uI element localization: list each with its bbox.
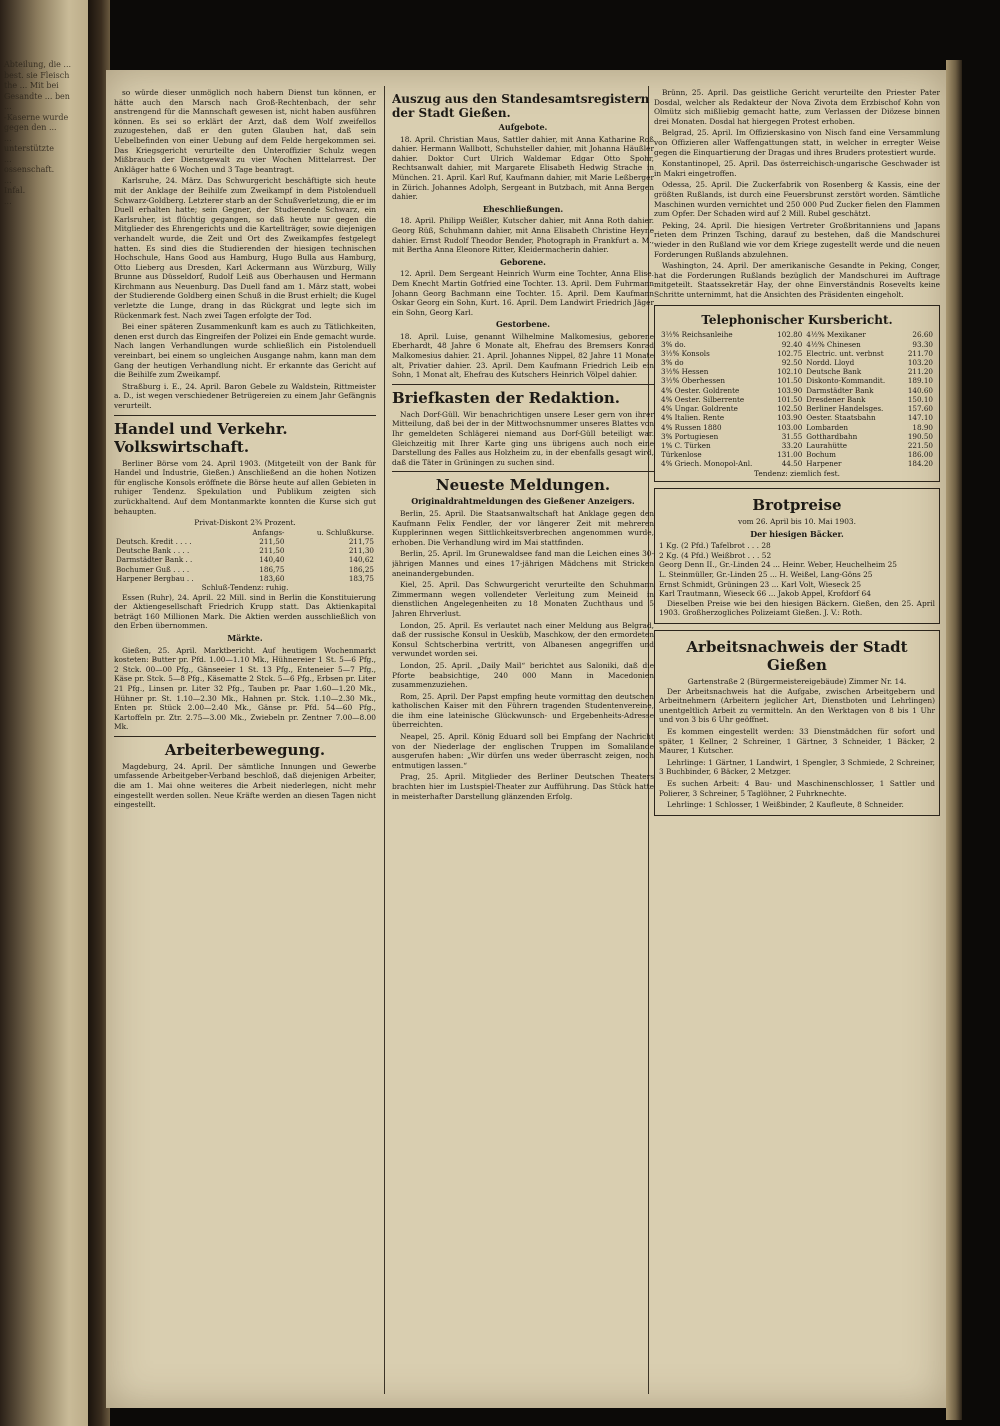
article-paragraph: so würde dieser unmöglich noch habern Dienst tun können, er hätte auch den Marsch nach Groß-Rechtenbach, der sehr anstrengend für die Mannschaft gewesen ist, nicht haben ausführen können. Es sei so erklärt der Arzt, daß dem Wolf zweifellos zuzugestehen, daß er den guten Glauben hat, daß sein Uebelbefinden von einer Uebung auf dem Felde hergekommen sei. Das Kriegsgericht verurteilte den Unteroffizier Schulz wegen Mißbrauch der Dienstgewalt zu vier Wochen Mittelarrest. Der Ankläger hatte 6 Wochen und 3 Tage beantragt. (114, 88, 376, 174)
article-paragraph: Bei einer späteren Zusammenkunft kam es auch zu Tätlichkeiten, denen erst durch das Eingreifen der Polizei ein Ende gemacht wurde. Nach langen Verhandlungen wurde schließlich ein Pistolenduell vereinbart, bei einem so ungleichen Ausgange nahm, kann man dem Gang der heutigen Verhandlung nicht. Er erkannte das Gericht auf die Beihilfe zum Zweikampf. (114, 322, 376, 380)
bread-price-line: L. Steinmüller, Gr.-Linden 25 ... H. Weißel, Lang-Göns 25 (659, 570, 873, 580)
table-header-row: Anfangs- u. Schlußkurse. (252, 527, 374, 537)
subheading-banns: Aufgebote. (498, 122, 548, 132)
newspaper-page (106, 70, 946, 1408)
section-divider (392, 471, 654, 472)
table-row: 3% do 92.50 Nordd. Lloyd 103.20 (661, 358, 933, 368)
bread-price-line: Karl Trautmann, Wieseck 66 ... Jakob Appel, Krofdorf 64 (659, 589, 871, 599)
table-row: 4% Oester. Silberrente 101.50 Dresdener Bank 150.10 (661, 394, 933, 404)
table-row: 4% Griech. Monopol-Anl. 44.50 Harpener 184.20 (661, 459, 933, 469)
bread-prices-box (654, 488, 940, 624)
table-row: 3½% Reichsanleihe 102.80 4½% Mexikaner 26.60 (661, 330, 933, 340)
section-heading-mailbox: Briefkasten der Redaktion. (392, 388, 620, 407)
article-paragraph: Brünn, 25. April. Das geistliche Gericht verurteilte den Priester Pater Dosdal, welcher als Redakteur der Nova Zivota dem Erzbischof Kohn von Olmütz sich mißliebig gemacht hatte, zum Verlassen der Diözese binnen drei Monaten. Dosdal hat hiergegen Protest erhoben. (654, 88, 940, 126)
table-row: Türkenlose 131.00 Bochum 186.00 (661, 450, 933, 460)
section-heading-registry: Auszug aus den Standesamtsregistern der Stadt Gießen. (392, 92, 650, 120)
article-paragraph: Karlsruhe, 24. März. Das Schwurgericht beschäftigte sich heute mit der Anklage der Beihilfe zum Zweikampf in dem Pistolenduell Schwarz-Goldberg. Letzterer starb an der Schußverletzung, die er im Duell erhalten hatte; sein Gegner, der Studierende Schwarz, ein Karlsruher, ist flüchtig gegangen, so daß heute nur gegen die Mitglieder des Ehrengerichts und die Kartellträger, sowie diejenigen verhandelt wurde, die Zeit und Ort des Zweikampfes festgelegt hatten. Es sind dies die Studierenden der hiesigen technischen Hochschule, Hans Good aus Hamburg, Hugo Bulla aus Hamburg, Otto Lieberg aus Dresden, Karl Ackermann aus Würzburg, Willy Brunne aus Düsseldorf, Rudolf Leiß aus Oberhausen und Hermann Kirchmann aus Neuenburg. Das Duell fand am 1. März statt, wobei der Studierende Goldberg einen Schuß in die Brust erhielt; die Kugel verletzte die Lunge, drang in das Rückgrat und legte sich im Rückenmark fest. Nach zwei Tagen erfolgte der Tod. (114, 176, 376, 320)
page-edge (946, 60, 962, 1420)
labor-office-last: Lehrlinge: 1 Schlosser, 1 Weißbinder, 2 Kaufleute, 8 Schneider. (667, 800, 904, 810)
article-paragraph: Essen (Ruhr), 24. April. 22 Mill. sind in Berlin die Konstituierung der Aktiengesellschaft Friedrich Krupp statt. Das Aktienkapital beträgt 160 Millionen Mark. Die Aktien werden ausschließlich von den Erben übernommen. (114, 592, 376, 631)
article-paragraph: 18. April. Luise, genannt Wilhelmine Malkomesius, geborene Eberhardt, 48 Jahre 6 Monate alt, Ehefrau des Bremsers Konrad Malkomesius dahier. 21. April. Johannes Nippel, 82 Jahre 11 Monate alt, Privatier dahier. 23. April. Dem Kaufmann Friedrich Leib ein Sohn, 1 Monat alt, Ehefrau des Kutschers Heinrich Völpel dahier. (392, 331, 654, 380)
stock-report-table (659, 330, 935, 468)
column-right (654, 88, 940, 822)
section-divider (392, 384, 654, 385)
stock-report-box (654, 305, 940, 482)
labor-office-box (654, 630, 940, 816)
stock-table (114, 528, 376, 583)
article-paragraph: Odessa, 25. April. Die Zuckerfabrik von Rosenberg & Kassis, eine der größten Rußlands, ist durch eine Feuersbrunst zerstört worden. Sämtliche Maschinen wurden vernichtet und 250 000 Pud Zucker fielen den Flammen zum Opfer. Der Schaden wird auf 2 Mill. Rubel geschätzt. (654, 180, 940, 219)
stock-report-title: Telephonischer Kursbericht. (701, 313, 893, 328)
table-row: Bochumer Guß . . . . 186,75 186,25 (116, 564, 374, 574)
article-paragraph: Neapel, 25. April. König Eduard soll bei Empfang der Nachricht von der Niederlage der englischen Truppen im Somalilande ausgerufen haben: „Wir dürfen uns weder überrascht zeigen, noch entmutigen lassen.“ (392, 732, 654, 770)
subheading-births: Geborene. (500, 256, 546, 267)
market-tendency: Schluß-Tendenz: ruhig. (201, 582, 289, 592)
labor-office-title: Arbeitsnachweis der Stadt Gießen (686, 638, 908, 675)
table-row: 4% Ungar. Goldrente 102.50 Berliner Handelsges. 157.60 (661, 404, 933, 414)
table-row: 3½% Konsols 102.75 Electric. unt. verbnst 211.70 (661, 348, 933, 358)
subheading-wire: Originaldrahtmeldungen des Gießener Anzeigers. (411, 496, 635, 507)
table-row: Deutsch. Kredit . . . . 211,50 211,75 (116, 536, 374, 546)
bread-price-line: Georg Denn II., Gr.-Linden 24 ... Heinr. Weber, Heuchelheim 25 (659, 560, 897, 570)
table-row: Deutsche Bank . . . . 211,50 211,30 (116, 546, 374, 556)
article-paragraph: Gießen, 25. April. Marktbericht. Auf heutigem Wochenmarkt kosteten: Butter pr. Pfd. 1.00—1.10 Mk., Hühnereier 1 St. 5—6 Pfg., 2 Stck. 00—00 Pfg., Gänseeier 1 St. 13 Pfg., Enteneier 5—7 Pfg., Käse pr. Stck. 5—8 Pfg., Käsematte 2 Stck. 5—6 Pfg., Erbsen pr. Liter 21 Pfg., Linsen pr. Liter 32 Pfg., Tauben pr. Paar 1.60—1.20 Mk., Hühner pr. St. 1.10—2.30 Mk., Hahnen pr. Stck. 1.10—2.30 Mk., Enten pr. Stück 2.00—2.40 Mk., Gänse pr. Pfd. 54—60 Pfg., Kartoffeln pr. Ztr. 2.75—3.00 Mk., Zwiebeln pr. Zentner 7.00—8.00 Mk. (114, 645, 376, 732)
article-paragraph: Kiel, 25. April. Das Schwurgericht verurteilte den Schuhmann Zimmermann wegen vollendeter Verleitung zum Meineid in dienstlichen Angelegenheiten zu 18 Monaten Zuchthaus und 5 Jahren Ehrverlust. (392, 580, 654, 618)
article-paragraph: Magdeburg, 24. April. Der sämtliche Innungen und Gewerbe umfassende Arbeitgeber-Verband beschloß, daß diejenigen Arbeiter, die am 1. Mai ohne weiteres die Arbeit niederlegen, nicht mehr eingestellt werden sollen. Neue Kräfte werden an diesen Tagen nicht eingestellt. (114, 761, 376, 810)
table-row: 3½% Hessen 102.10 Deutsche Bank 211.20 (661, 367, 933, 377)
table-row: 1% C. Türken 33.20 Laurahütte 221.50 (661, 440, 933, 450)
column-middle (392, 88, 654, 803)
section-divider (114, 736, 376, 737)
article-paragraph: Peking, 24. April. Die hiesigen Vertreter Großbritanniens und Japans rieten dem Prinzen Tsching, darauf zu bestehen, daß die Mandschurei wieder in den Rußland wie vor dem Kriege zugestellt werde und die neuen Forderungen Rußlands abzulehnen. (654, 220, 940, 259)
article-paragraph: Washington, 24. April. Der amerikanische Gesandte in Peking, Conger, hat die Forderungen Rußlands bezüglich der Mandschurei im Auftrage mitgeteilt. Staatssekretär Hay, der ohne Einverständnis Rosevelts keine Schritte unternimmt, hat die Ansichten des Präsidenten eingeholt. (654, 261, 940, 299)
labor-office-apprentices: Lehrlinge: 1 Gärtner, 1 Landwirt, 1 Spengler, 3 Schmiede, 2 Schreiner, 3 Buchbinder, 6 Bäcker, 2 Metzger. (659, 757, 935, 777)
spine-text-fragment: Abteilung, die ... best. sie Fleisch the ... Mit bei Gesandte ... ben ... -Kaserne wurde gegen den ... ... unterstützte ... ossenschaft. ... Infal. ... (4, 60, 72, 206)
table-row: Darmstädter Bank . . 140,40 140,62 (116, 555, 374, 565)
table-row: 4% Italien. Rente 103.90 Oester. Staatsbahn 147.10 (661, 413, 933, 423)
labor-office-text: Der Arbeitsnachweis hat die Aufgabe, zwischen Arbeitgebern und Arbeitnehmern (Arbeitern jeglicher Art, Dienstboten und Lehrlingen) unentgeltlich Arbeit zu vermitteln. An den Werktagen von 8 bis 1 Uhr und von 3 bis 6 Uhr geöffnet. (659, 686, 935, 725)
table-row: 3% Portugiesen 31.55 Gotthardbahn 190.50 (661, 431, 933, 441)
labor-office-openings: Es kommen eingestellt werden: 33 Dienstmädchen für sofort und später, 1 Kellner, 2 Schreiner, 1 Gärtner, 3 Schneider, 1 Bäcker, 2 Maurer, 1 Kutscher. (659, 727, 935, 756)
table-row: 3% do. 92.40 4½% Chinesen 93.30 (661, 339, 933, 349)
article-paragraph: Nach Dorf-Güll. Wir benachrichtigen unsere Leser gern von ihrer Mitteilung, daß bei der in der Mittwochsnummer unseres Blattes von Ihr gemeldeten Schlägerei niemand aus Dorf-Güll beteiligt war. Gleichzeitig mit Ihrer Karte ging uns übrigens auch noch eine Darstellung des Falles aus Holzheim zu, in der ebenfalls gesagt wird, daß die Täter in Grüningen zu suchen sind. (392, 409, 654, 467)
article-paragraph: Berliner Börse vom 24. April 1903. (Mitgeteilt von der Bank für Handel und Industrie, Gießen.) Anschließend an die hohen Notizen für englische Konsols eröffnete die Börse heute auf allen Gebieten in ruhiger Tendenz. Spekulation und Publikum zeigten sich zurückhaltend. Auf dem Montanmarkte konnten die Kurse sich gut behaupten. (114, 458, 376, 516)
article-paragraph: Prag, 25. April. Mitglieder des Berliner Deutschen Theaters brachten hier im Lustspiel-Theater zur Aufführung. Das Stück hatte in meisterhafter Darstellung glänzenden Erfolg. (392, 772, 654, 801)
table-row: 4% Russen 1880 103.00 Lombarden 18.90 (661, 422, 933, 432)
article-paragraph: 12. April. Dem Sergeant Heinrich Wurm eine Tochter, Anna Elise. Dem Knecht Martin Gotfried eine Tochter. 13. April. Dem Fuhrmann Johann Georg Bachmann eine Tochter. 15. April. Dem Kaufmann Oskar Georg ein Sohn, Kurt. 16. April. Dem Landwirt Friedrich Jäger ein Sohn, Georg Karl. (392, 269, 654, 317)
stock-report-tendency: Tendenz: ziemlich fest. (754, 468, 840, 478)
article-paragraph: London, 25. April. Es verlautet nach einer Meldung aus Belgrad, daß der russische Konsul in Uesküb, Maschkow, der den ermordeten Konsul Schtscherbina vertritt, von Albanesen angegriffen und verwundet worden sei. (392, 620, 654, 659)
labor-office-address: Gartenstraße 2 (Bürgermeistereigebäude) Zimmer Nr. 14. (687, 677, 907, 687)
subheading-marriages: Eheschließungen. (482, 203, 564, 214)
article-paragraph: Rom, 25. April. Der Papst empfing heute vormittag den deutschen katholischen Kaiser mit den Führern tragenden Studentenvereine, die ihm eine lateinische Glückwunsch- und Ergebenheits-Adresse überreichten. (392, 691, 654, 730)
section-heading-trade: Handel und Verkehr. Volkswirtschaft. (114, 419, 288, 456)
column-rule (384, 86, 385, 1394)
bread-prices-period: vom 26. April bis 10. Mai 1903. (738, 517, 856, 527)
subheading-markets: Märkte. (227, 632, 263, 643)
article-paragraph: 18. April. Christian Maus, Sattler dahier, mit Anna Katharine Roß dahier. Hermann Wallbott, Schuhsteller dahier, mit Johanna Häußler dahier. Doktor Curt Ulrich Waldemar Edgar Otto Spohr, Rechtsanwalt dahier, mit Margarete Elisabeth Hedwig Strache in München. 21. April. Karl Ruf, Kaufmann dahier, mit Marie Leßberger in Zürich. Johannes Adolph, Sergeant in Butzbach, mit Anna Bergen dahier. (392, 134, 654, 202)
section-heading-latest: Neueste Meldungen. (435, 476, 611, 495)
article-paragraph: Belgrad, 25. April. Im Offizierskasino von Nisch fand eine Versammlung von Offizieren aller Waffengattungen statt, in welcher in erregter Weise gegen die Einquartierung der Dragas und ihres Bruders protestiert wurde. (654, 128, 940, 157)
adjacent-page-spine (0, 0, 92, 1426)
section-heading-labor: Arbeiterbewegung. (164, 740, 326, 759)
bread-price-line: Ernst Schmidt, Grüningen 23 ... Karl Volt, Wieseck 25 (659, 579, 862, 589)
subheading-deaths: Gestorbene. (495, 319, 551, 330)
article-paragraph: London, 25. April. „Daily Mail“ berichtet aus Saloniki, daß die Pforte beabsichtige, 240 000 Mann in Macedonien zusammenzuziehen. (392, 660, 654, 690)
article-paragraph: Konstantinopel, 25. April. Das österreichisch-ungarische Geschwader ist in Makri eingetroffen. (654, 159, 940, 178)
article-paragraph: Berlin, 25. April. Im Grunewaldsee fand man die Leichen eines 30-jährigen Mannes und eines 17-jährigen Mädchens mit Stricken aneinandergebunden. (392, 549, 654, 578)
labor-office-seeking: Es suchen Arbeit: 4 Bau- und Maschinenschlosser, 1 Sattler und Polierer, 3 Schreiner, 5 Taglöhner, 2 Fuhrknechte. (659, 778, 935, 798)
discount-rate: Privat-Diskont 2¾ Prozent. (194, 518, 296, 528)
article-paragraph: Berlin, 25. April. Die Staatsanwaltschaft hat Anklage gegen den Kaufmann Felix Fendler, der vor längerer Zeit mit mehreren Kupplerinnen wegen Sittlichkeitsverbrechen angenommen wurde, erhoben. Die Verhandlung wird im Mai stattfinden. (392, 509, 654, 547)
table-row: Harpener Bergbau . . 183,60 183,75 (116, 573, 374, 583)
column-left (114, 88, 376, 812)
article-paragraph: 18. April. Philipp Weißler, Kutscher dahier, mit Anna Roth dahier. Georg Rüß, Schuhmann dahier, mit Anna Elisabeth Christine Heyne dahier. Ernst Rudolf Theodor Bender, Photograph in Frankfurt a. M., mit Bertha Anna Eleonore Ritter, Kleidermacherin dahier. (392, 216, 654, 255)
bread-price-line: 2 Kg. (4 Pfd.) Weißbrot . . . 52 (659, 550, 772, 560)
table-row: 3½% Oberhessen 101.50 Diskonto-Kommandit. 189.10 (661, 376, 933, 386)
bread-prices-title: Brotpreise (752, 496, 842, 515)
bread-price-line: 1 Kg. (2 Pfd.) Tafelbrot . . . 28 (659, 541, 771, 551)
table-row: 4% Oester. Goldrente 103.90 Darmstädter Bank 140.60 (661, 385, 933, 395)
section-divider (114, 415, 376, 416)
bread-prices-note: Dieselben Preise wie bei den hiesigen Bäckern. Gießen, den 25. April 1903. Großherzogliches Polizeiamt Gießen. J. V.: Roth. (659, 598, 935, 618)
bread-prices-bakers: Der hiesigen Bäcker. (750, 528, 844, 539)
article-paragraph: Straßburg i. E., 24. April. Baron Gebele zu Waldstein, Rittmeister a. D., ist wegen verschiedener Betrügereien zu einem Jahr Gefängnis verurteilt. (114, 381, 376, 410)
